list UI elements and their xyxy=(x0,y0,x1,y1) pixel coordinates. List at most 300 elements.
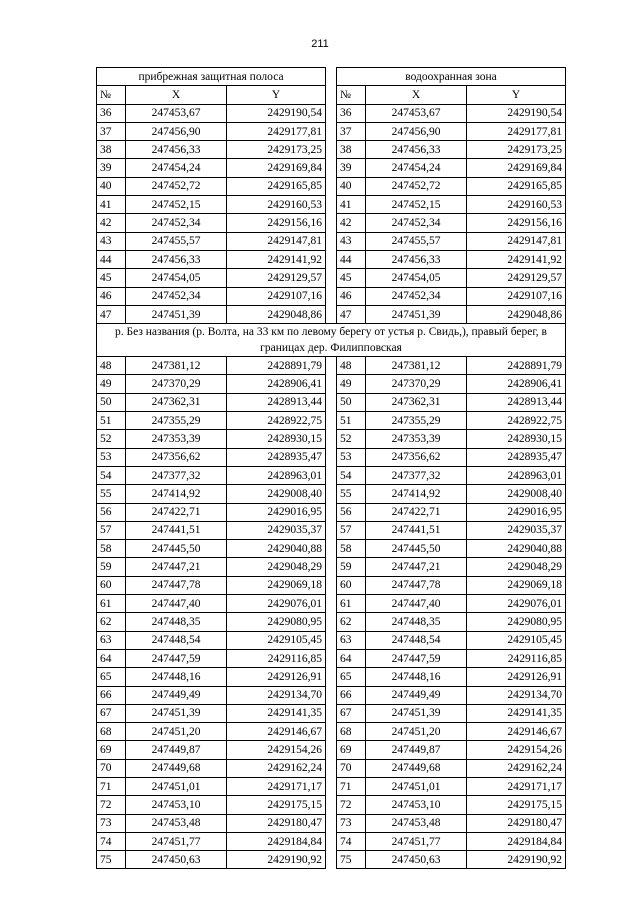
left-y-coordinate: 2429048,29 xyxy=(227,558,326,576)
right-y-coordinate: 2429180,47 xyxy=(467,814,566,832)
left-point-number: 37 xyxy=(97,122,126,140)
left-x-coordinate: 247454,24 xyxy=(126,159,227,177)
table-row xyxy=(97,357,566,375)
left-x-coordinate: 247452,72 xyxy=(126,177,227,195)
left-point-number: 41 xyxy=(97,196,126,214)
table-gap xyxy=(326,196,337,214)
left-x-coordinate: 247451,77 xyxy=(126,832,227,850)
right-y-coordinate: 2429190,54 xyxy=(467,104,566,122)
table-gap xyxy=(326,375,337,393)
left-y-coordinate: 2429035,37 xyxy=(227,521,326,539)
right-y-coordinate: 2429035,37 xyxy=(467,521,566,539)
left-point-number: 54 xyxy=(97,466,126,484)
right-point-number: 68 xyxy=(337,723,366,741)
left-y-coordinate: 2428891,79 xyxy=(227,357,326,375)
table-gap xyxy=(326,305,337,323)
right-y-coordinate: 2429129,57 xyxy=(467,269,566,287)
right-x-coordinate: 247451,20 xyxy=(366,723,467,741)
left-point-number: 71 xyxy=(97,777,126,795)
right-x-coordinate: 247356,62 xyxy=(366,448,467,466)
left-y-coordinate: 2429162,24 xyxy=(227,759,326,777)
right-y-coordinate: 2429165,85 xyxy=(467,177,566,195)
right-point-number: 37 xyxy=(337,122,366,140)
right-x-coordinate: 247452,34 xyxy=(366,287,467,305)
left-x-coordinate: 247370,29 xyxy=(126,375,227,393)
table-gap xyxy=(326,759,337,777)
right-y-coordinate: 2429177,81 xyxy=(467,122,566,140)
left-y-coordinate: 2429173,25 xyxy=(227,141,326,159)
table-row xyxy=(97,503,566,521)
right-y-coordinate: 2429141,92 xyxy=(467,250,566,268)
table-gap xyxy=(326,540,337,558)
right-x-coordinate: 247370,29 xyxy=(366,375,467,393)
left-table-title: прибрежная защитная полоса xyxy=(97,68,326,86)
right-y-coordinate: 2428930,15 xyxy=(467,430,566,448)
left-y-coordinate: 2429048,86 xyxy=(227,305,326,323)
table-gap xyxy=(326,86,337,104)
right-point-number: 53 xyxy=(337,448,366,466)
left-x-coordinate: 247451,39 xyxy=(126,305,227,323)
left-x-coordinate: 247454,05 xyxy=(126,269,227,287)
table-row xyxy=(97,232,566,250)
table-row xyxy=(97,159,566,177)
right-col-x-header: X xyxy=(366,86,467,104)
table-row xyxy=(97,814,566,832)
table-row xyxy=(97,196,566,214)
right-point-number: 70 xyxy=(337,759,366,777)
left-point-number: 68 xyxy=(97,723,126,741)
right-point-number: 54 xyxy=(337,466,366,484)
left-y-coordinate: 2429141,35 xyxy=(227,704,326,722)
table-row xyxy=(97,393,566,411)
right-y-coordinate: 2429116,85 xyxy=(467,649,566,667)
left-point-number: 38 xyxy=(97,141,126,159)
left-y-coordinate: 2429154,26 xyxy=(227,741,326,759)
table-gap xyxy=(326,832,337,850)
right-x-coordinate: 247422,71 xyxy=(366,503,467,521)
table-row xyxy=(97,777,566,795)
right-point-number: 63 xyxy=(337,631,366,649)
right-y-coordinate: 2429134,70 xyxy=(467,686,566,704)
left-point-number: 45 xyxy=(97,269,126,287)
left-point-number: 39 xyxy=(97,159,126,177)
table-gap xyxy=(326,558,337,576)
table-gap xyxy=(326,521,337,539)
table-row xyxy=(97,104,566,122)
right-x-coordinate: 247448,35 xyxy=(366,613,467,631)
left-point-number: 60 xyxy=(97,576,126,594)
right-y-coordinate: 2429146,67 xyxy=(467,723,566,741)
table-gap xyxy=(326,631,337,649)
left-col-no-header: № xyxy=(97,86,126,104)
table-row xyxy=(97,448,566,466)
left-point-number: 67 xyxy=(97,704,126,722)
left-x-coordinate: 247422,71 xyxy=(126,503,227,521)
table-row xyxy=(97,595,566,613)
table-row xyxy=(97,122,566,140)
right-x-coordinate: 247448,54 xyxy=(366,631,467,649)
table-gap xyxy=(326,851,337,869)
left-point-number: 49 xyxy=(97,375,126,393)
left-x-coordinate: 247448,16 xyxy=(126,668,227,686)
table-gap xyxy=(326,232,337,250)
left-y-coordinate: 2429129,57 xyxy=(227,269,326,287)
left-point-number: 57 xyxy=(97,521,126,539)
table-gap xyxy=(326,485,337,503)
table-gap xyxy=(326,269,337,287)
left-x-coordinate: 247447,40 xyxy=(126,595,227,613)
right-point-number: 64 xyxy=(337,649,366,667)
left-y-coordinate: 2429076,01 xyxy=(227,595,326,613)
left-point-number: 36 xyxy=(97,104,126,122)
table-row xyxy=(97,540,566,558)
right-point-number: 43 xyxy=(337,232,366,250)
right-table-title: водоохранная зона xyxy=(337,68,566,86)
left-y-coordinate: 2429190,54 xyxy=(227,104,326,122)
right-x-coordinate: 247451,01 xyxy=(366,777,467,795)
table-row xyxy=(97,214,566,232)
table-gap xyxy=(326,741,337,759)
left-x-coordinate: 247449,68 xyxy=(126,759,227,777)
left-x-coordinate: 247450,63 xyxy=(126,851,227,869)
table-row xyxy=(97,649,566,667)
left-x-coordinate: 247456,90 xyxy=(126,122,227,140)
left-point-number: 69 xyxy=(97,741,126,759)
table-gap xyxy=(326,177,337,195)
right-x-coordinate: 247447,21 xyxy=(366,558,467,576)
left-point-number: 65 xyxy=(97,668,126,686)
table-row xyxy=(97,741,566,759)
left-x-coordinate: 247449,49 xyxy=(126,686,227,704)
right-x-coordinate: 247353,39 xyxy=(366,430,467,448)
right-x-coordinate: 247454,05 xyxy=(366,269,467,287)
right-y-coordinate: 2429048,86 xyxy=(467,305,566,323)
left-point-number: 46 xyxy=(97,287,126,305)
right-x-coordinate: 247449,49 xyxy=(366,686,467,704)
left-y-coordinate: 2429016,95 xyxy=(227,503,326,521)
table-row xyxy=(97,558,566,576)
left-x-coordinate: 247448,35 xyxy=(126,613,227,631)
right-x-coordinate: 247456,90 xyxy=(366,122,467,140)
right-point-number: 44 xyxy=(337,250,366,268)
table-gap xyxy=(326,796,337,814)
left-y-coordinate: 2429141,92 xyxy=(227,250,326,268)
right-x-coordinate: 247451,77 xyxy=(366,832,467,850)
table-gap xyxy=(326,704,337,722)
right-y-coordinate: 2429190,92 xyxy=(467,851,566,869)
right-x-coordinate: 247445,50 xyxy=(366,540,467,558)
right-y-coordinate: 2429040,88 xyxy=(467,540,566,558)
table-gap xyxy=(326,141,337,159)
table-title-row xyxy=(97,68,566,86)
left-x-coordinate: 247452,15 xyxy=(126,196,227,214)
left-y-coordinate: 2429107,16 xyxy=(227,287,326,305)
left-x-coordinate: 247377,32 xyxy=(126,466,227,484)
right-x-coordinate: 247447,59 xyxy=(366,649,467,667)
left-y-coordinate: 2429146,67 xyxy=(227,723,326,741)
left-point-number: 72 xyxy=(97,796,126,814)
left-x-coordinate: 247445,50 xyxy=(126,540,227,558)
left-point-number: 61 xyxy=(97,595,126,613)
left-point-number: 70 xyxy=(97,759,126,777)
right-x-coordinate: 247452,34 xyxy=(366,214,467,232)
right-y-coordinate: 2429160,53 xyxy=(467,196,566,214)
left-x-coordinate: 247353,39 xyxy=(126,430,227,448)
right-point-number: 46 xyxy=(337,287,366,305)
left-y-coordinate: 2429080,95 xyxy=(227,613,326,631)
table-gap xyxy=(326,649,337,667)
right-y-coordinate: 2429184,84 xyxy=(467,832,566,850)
left-y-coordinate: 2428963,01 xyxy=(227,466,326,484)
left-y-coordinate: 2429180,47 xyxy=(227,814,326,832)
left-x-coordinate: 247453,67 xyxy=(126,104,227,122)
table-gap xyxy=(326,613,337,631)
left-point-number: 75 xyxy=(97,851,126,869)
right-x-coordinate: 247454,24 xyxy=(366,159,467,177)
right-y-coordinate: 2428935,47 xyxy=(467,448,566,466)
right-y-coordinate: 2429076,01 xyxy=(467,595,566,613)
left-y-coordinate: 2429069,18 xyxy=(227,576,326,594)
page-number: 211 xyxy=(311,38,329,50)
left-x-coordinate: 247452,34 xyxy=(126,214,227,232)
left-x-coordinate: 247456,33 xyxy=(126,141,227,159)
right-point-number: 55 xyxy=(337,485,366,503)
left-point-number: 56 xyxy=(97,503,126,521)
right-y-coordinate: 2429169,84 xyxy=(467,159,566,177)
left-x-coordinate: 247452,34 xyxy=(126,287,227,305)
right-point-number: 41 xyxy=(337,196,366,214)
right-x-coordinate: 247449,68 xyxy=(366,759,467,777)
right-y-coordinate: 2429126,91 xyxy=(467,668,566,686)
left-point-number: 73 xyxy=(97,814,126,832)
right-point-number: 50 xyxy=(337,393,366,411)
table-gap xyxy=(326,466,337,484)
right-point-number: 38 xyxy=(337,141,366,159)
left-y-coordinate: 2429171,17 xyxy=(227,777,326,795)
table-row xyxy=(97,851,566,869)
left-y-coordinate: 2428922,75 xyxy=(227,412,326,430)
right-y-coordinate: 2428922,75 xyxy=(467,412,566,430)
right-y-coordinate: 2429171,17 xyxy=(467,777,566,795)
left-y-coordinate: 2428913,44 xyxy=(227,393,326,411)
left-point-number: 52 xyxy=(97,430,126,448)
table-gap xyxy=(326,576,337,594)
right-y-coordinate: 2429008,40 xyxy=(467,485,566,503)
left-y-coordinate: 2429190,92 xyxy=(227,851,326,869)
left-x-coordinate: 247381,12 xyxy=(126,357,227,375)
left-x-coordinate: 247356,62 xyxy=(126,448,227,466)
right-x-coordinate: 247447,78 xyxy=(366,576,467,594)
left-y-coordinate: 2429008,40 xyxy=(227,485,326,503)
table-row xyxy=(97,631,566,649)
right-point-number: 39 xyxy=(337,159,366,177)
left-x-coordinate: 247448,54 xyxy=(126,631,227,649)
left-y-coordinate: 2429184,84 xyxy=(227,832,326,850)
right-y-coordinate: 2429141,35 xyxy=(467,704,566,722)
right-point-number: 65 xyxy=(337,668,366,686)
right-x-coordinate: 247377,32 xyxy=(366,466,467,484)
left-point-number: 64 xyxy=(97,649,126,667)
right-x-coordinate: 247355,29 xyxy=(366,412,467,430)
left-point-number: 53 xyxy=(97,448,126,466)
right-x-coordinate: 247362,31 xyxy=(366,393,467,411)
left-x-coordinate: 247451,01 xyxy=(126,777,227,795)
left-y-coordinate: 2429147,81 xyxy=(227,232,326,250)
table-gap xyxy=(326,393,337,411)
left-x-coordinate: 247455,57 xyxy=(126,232,227,250)
right-point-number: 56 xyxy=(337,503,366,521)
right-y-coordinate: 2429173,25 xyxy=(467,141,566,159)
table-row xyxy=(97,832,566,850)
right-point-number: 42 xyxy=(337,214,366,232)
left-point-number: 44 xyxy=(97,250,126,268)
right-y-coordinate: 2428963,01 xyxy=(467,466,566,484)
right-point-number: 62 xyxy=(337,613,366,631)
right-y-coordinate: 2429107,16 xyxy=(467,287,566,305)
right-point-number: 59 xyxy=(337,558,366,576)
left-point-number: 50 xyxy=(97,393,126,411)
right-point-number: 74 xyxy=(337,832,366,850)
left-y-coordinate: 2429105,45 xyxy=(227,631,326,649)
right-y-coordinate: 2429154,26 xyxy=(467,741,566,759)
left-point-number: 59 xyxy=(97,558,126,576)
table-row xyxy=(97,759,566,777)
table-row xyxy=(97,485,566,503)
table-gap xyxy=(326,723,337,741)
right-point-number: 45 xyxy=(337,269,366,287)
right-point-number: 51 xyxy=(337,412,366,430)
right-x-coordinate: 247453,67 xyxy=(366,104,467,122)
right-point-number: 67 xyxy=(337,704,366,722)
table-gap xyxy=(326,214,337,232)
left-point-number: 55 xyxy=(97,485,126,503)
left-point-number: 62 xyxy=(97,613,126,631)
left-x-coordinate: 247447,59 xyxy=(126,649,227,667)
right-point-number: 36 xyxy=(337,104,366,122)
table-gap xyxy=(326,68,337,86)
right-point-number: 52 xyxy=(337,430,366,448)
right-y-coordinate: 2428891,79 xyxy=(467,357,566,375)
left-x-coordinate: 247453,10 xyxy=(126,796,227,814)
right-point-number: 69 xyxy=(337,741,366,759)
right-col-no-header: № xyxy=(337,86,366,104)
table-gap xyxy=(326,122,337,140)
right-point-number: 49 xyxy=(337,375,366,393)
left-x-coordinate: 247451,39 xyxy=(126,704,227,722)
left-x-coordinate: 247362,31 xyxy=(126,393,227,411)
right-y-coordinate: 2429147,81 xyxy=(467,232,566,250)
left-y-coordinate: 2428906,41 xyxy=(227,375,326,393)
table-row xyxy=(97,430,566,448)
table-gap xyxy=(326,250,337,268)
right-x-coordinate: 247448,16 xyxy=(366,668,467,686)
table-row xyxy=(97,375,566,393)
right-point-number: 61 xyxy=(337,595,366,613)
left-x-coordinate: 247355,29 xyxy=(126,412,227,430)
right-point-number: 57 xyxy=(337,521,366,539)
left-y-coordinate: 2429126,91 xyxy=(227,668,326,686)
table-row xyxy=(97,305,566,323)
left-point-number: 48 xyxy=(97,357,126,375)
left-point-number: 74 xyxy=(97,832,126,850)
table-row xyxy=(97,269,566,287)
left-x-coordinate: 247447,78 xyxy=(126,576,227,594)
left-point-number: 51 xyxy=(97,412,126,430)
left-x-coordinate: 247451,20 xyxy=(126,723,227,741)
right-x-coordinate: 247453,10 xyxy=(366,796,467,814)
right-x-coordinate: 247450,63 xyxy=(366,851,467,869)
right-x-coordinate: 247456,33 xyxy=(366,250,467,268)
table-row xyxy=(97,521,566,539)
right-x-coordinate: 247452,15 xyxy=(366,196,467,214)
table-gap xyxy=(326,448,337,466)
left-x-coordinate: 247453,48 xyxy=(126,814,227,832)
table-gap xyxy=(326,412,337,430)
right-x-coordinate: 247452,72 xyxy=(366,177,467,195)
section-caption: р. Без названия (р. Волта, на 33 км по левому берегу от устья р. Свидь,), правый берег, в границах дер. Филипповская xyxy=(97,324,566,357)
left-point-number: 43 xyxy=(97,232,126,250)
right-point-number: 58 xyxy=(337,540,366,558)
left-point-number: 47 xyxy=(97,305,126,323)
left-y-coordinate: 2429156,16 xyxy=(227,214,326,232)
table-row xyxy=(97,723,566,741)
left-x-coordinate: 247414,92 xyxy=(126,485,227,503)
right-y-coordinate: 2429162,24 xyxy=(467,759,566,777)
right-point-number: 60 xyxy=(337,576,366,594)
right-point-number: 72 xyxy=(337,796,366,814)
left-y-coordinate: 2429134,70 xyxy=(227,686,326,704)
left-point-number: 40 xyxy=(97,177,126,195)
left-y-coordinate: 2429040,88 xyxy=(227,540,326,558)
left-y-coordinate: 2429165,85 xyxy=(227,177,326,195)
right-x-coordinate: 247455,57 xyxy=(366,232,467,250)
right-x-coordinate: 247451,39 xyxy=(366,704,467,722)
right-y-coordinate: 2429156,16 xyxy=(467,214,566,232)
table-gap xyxy=(326,814,337,832)
table-row xyxy=(97,704,566,722)
right-x-coordinate: 247449,87 xyxy=(366,741,467,759)
right-point-number: 71 xyxy=(337,777,366,795)
left-y-coordinate: 2428930,15 xyxy=(227,430,326,448)
right-x-coordinate: 247414,92 xyxy=(366,485,467,503)
right-y-coordinate: 2429175,15 xyxy=(467,796,566,814)
table-gap xyxy=(326,430,337,448)
right-x-coordinate: 247381,12 xyxy=(366,357,467,375)
left-x-coordinate: 247456,33 xyxy=(126,250,227,268)
right-y-coordinate: 2429048,29 xyxy=(467,558,566,576)
right-y-coordinate: 2429069,18 xyxy=(467,576,566,594)
table-row xyxy=(97,177,566,195)
table-gap xyxy=(326,104,337,122)
section-caption-row xyxy=(97,324,566,357)
left-point-number: 58 xyxy=(97,540,126,558)
table-row xyxy=(97,668,566,686)
right-col-y-header: Y xyxy=(467,86,566,104)
table-row xyxy=(97,287,566,305)
left-col-y-header: Y xyxy=(227,86,326,104)
coordinates-table-body xyxy=(97,68,566,869)
table-row xyxy=(97,686,566,704)
right-point-number: 48 xyxy=(337,357,366,375)
table-row xyxy=(97,412,566,430)
left-y-coordinate: 2429169,84 xyxy=(227,159,326,177)
right-y-coordinate: 2428913,44 xyxy=(467,393,566,411)
left-x-coordinate: 247441,51 xyxy=(126,521,227,539)
left-point-number: 42 xyxy=(97,214,126,232)
table-gap xyxy=(326,287,337,305)
right-y-coordinate: 2429016,95 xyxy=(467,503,566,521)
table-row xyxy=(97,613,566,631)
